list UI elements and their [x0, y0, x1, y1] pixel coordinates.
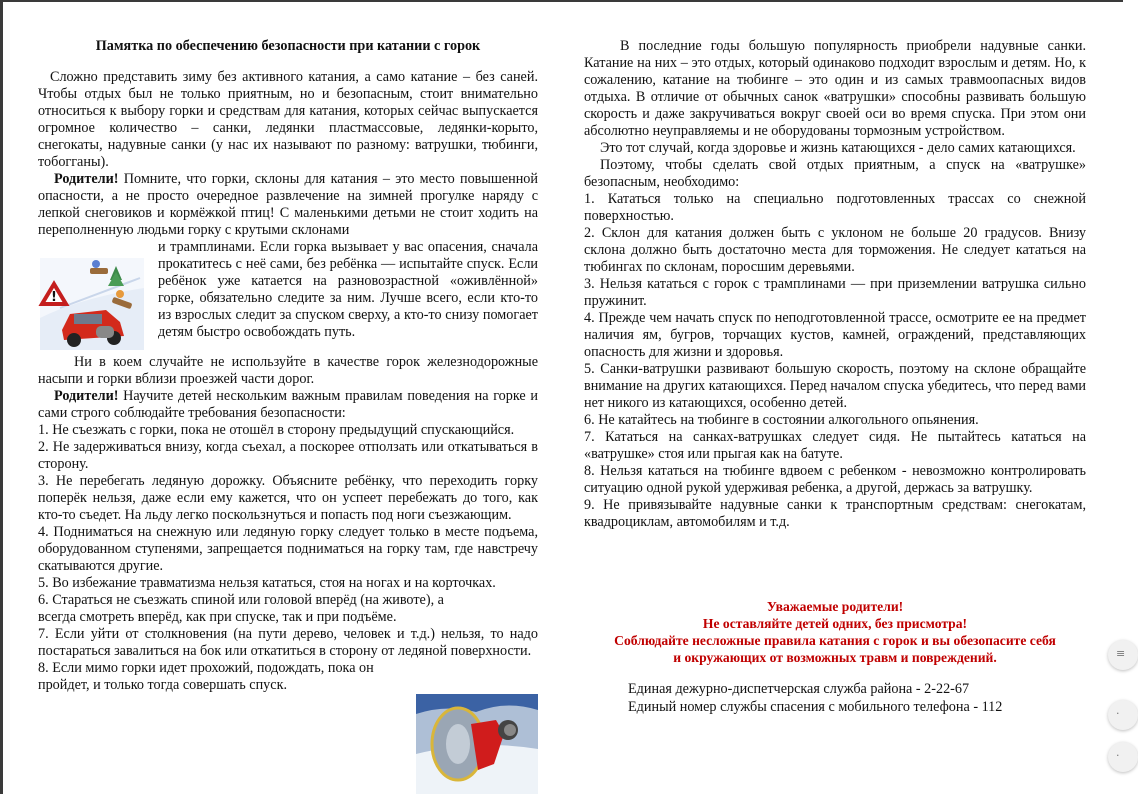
warning-paragraph: Ни в коем случайте не используйте в качестве горок железнодорожные насыпи и горки вблизи проезжей части дорог.	[38, 354, 538, 387]
tubing-rule-item: 7. Кататься на санках-ватрушках следует сидя. Не пытайтесь кататься на «ватрушке» стоя или прыгая как на батуте.	[584, 429, 1086, 462]
rule-item: 8. Если мимо горки идет прохожий, подождать, пока он пройдет, и только тогда совершать спуск.	[38, 660, 374, 693]
parents-paragraph-1b: и трамплинами. Если горка вызывает у вас опасения, сначала прокатитесь с неё сами, без ребёнка — испытайте спуск. Если ребёнок уже катается на разновозрастной «оживлённой» горке, обязательно следите за ним. Лучше всего, если кто-то из взрослых следит за спуском сверху, а кто-то снизу помогает детям быстро освобождать путь.	[158, 239, 538, 340]
tubing-rule-item: 1. Кататься только на специально подготовленных трассах со снежной поверхностью.	[584, 191, 1086, 224]
case-paragraph: Это тот случай, когда здоровье и жизнь катающихся - дело самих катающихся.	[600, 140, 1076, 156]
right-column	[584, 38, 1086, 531]
more-icon: ·	[1116, 749, 1120, 762]
parents-paragraph-1a	[38, 171, 538, 239]
page-border-left	[0, 0, 3, 794]
tubing-photo-svg	[416, 694, 538, 794]
rule-item: 3. Не перебегать ледяную дорожку. Объясните ребёнку, что переходить горку поперёк нельзя, даже если ему кажется, что он успеет перебежать до того, как кто-то съедет. На льду легко поскользнуться и попасть под ноги съезжающим.	[38, 473, 538, 523]
therefore-paragraph: Поэтому, чтобы сделать свой отдых приятным, а спуск на «ватрушке» безопасным, необходимо:	[584, 157, 1086, 190]
sled-icon	[90, 268, 108, 274]
car-warning-illustration	[40, 258, 144, 350]
parents-label-2: Родители!	[54, 388, 119, 404]
tubing-rule-item: 9. Не привязывайте надувные санки к транспортным средствам: снегокатам, квадроциклам, автомобилям и т.д.	[584, 497, 1086, 530]
parents-paragraph-2	[38, 388, 538, 422]
tubing-rule-item: 8. Нельзя кататься на тюбинге вдвоем с ребенком - невозможно контролировать ситуацию одной рукой удерживая ребенка, а другой, держась за ватрушку.	[584, 463, 1086, 496]
rule-item: 5. Во избежание травматизма нельзя кататься, стоя на ногах и на корточках.	[38, 575, 496, 591]
rule-item: 6. Стараться не съезжать спиной или головой вперёд (на животе), а всегда смотреть вперёд, как при спуске, так и при подъёме.	[38, 592, 444, 625]
more-icon: ·	[1116, 707, 1120, 720]
parents-label: Родители!	[54, 171, 119, 187]
tubing-rule-item: 3. Нельзя кататься с горок с трамплинами — при приземлении ватрушка сильно пружинит.	[584, 276, 1086, 309]
rule-item: 2. Не задерживаться внизу, когда съехал, а поскорее отползать или откатываться в сторону.	[38, 439, 538, 472]
rule-item: 4. Подниматься на снежную или ледяную горку следует только в месте подъема, оборудованном ступенями, запрещается подниматься на горку там, где навстречу скатываются другие.	[38, 524, 538, 574]
tubing-rule-item: 5. Санки-ватрушки развивают большую скорость, поэтому на склоне обращайте внимание на других катающихся. Перед началом спуска убедитесь, что перед вами нет никого из катающихся, особенно детей.	[584, 361, 1087, 411]
left-column	[38, 38, 538, 694]
car-illustration-svg	[40, 258, 144, 350]
floating-action-button[interactable]	[1108, 700, 1138, 730]
snow-tubing-photo	[416, 694, 538, 794]
contact-line-rescue: Единый номер службы спасения с мобильного телефона - 112	[628, 699, 1003, 715]
tubing-rule-item: 6. Не катайтесь на тюбинге в состоянии алкогольного опьянения.	[584, 412, 979, 428]
rule-item: 7. Если уйти от столкновения (на пути дерево, человек и т.д.) нельзя, то надо постараться завалиться на бок или откатиться в сторону от ледяной поверхности.	[38, 626, 538, 659]
parents-text-a: Помните, что горки, склоны для катания – это место повышенной опасности, а не просто очередное развлечение на зимней прогулке наряду с лепкой снеговиков и кормёжкой птиц! С маленькими детьми не стоит ходить на переполненную людьми горку с крутыми склонами	[38, 171, 538, 238]
document-title: Памятка по обеспечению безопасности при катании с горок	[95, 38, 481, 54]
tubing-rule-item: 2. Склон для катания должен быть с уклоном не больше 20 градусов. Внизу склона должно быть достаточно места для торможения. Не следует кататься на тюбингах по склонам, поросшим деревьями.	[584, 225, 1086, 275]
tubing-rule-item: 4. Прежде чем начать спуск по неподготовленной трассе, осмотрите ее на предмет наличия ям, бугров, торчащих кустов, камней, ограждений, представляющих опасность для жизни и здоровья.	[584, 310, 1086, 360]
notice-line: и окружающих от возможных травм и повреждений.	[673, 650, 997, 665]
contact-line-dispatch: Единая дежурно-диспетчерская служба района - 2-22-67	[628, 681, 970, 697]
emergency-contacts	[628, 680, 1002, 716]
floating-menu-button[interactable]	[1108, 640, 1138, 670]
intro-paragraph: Сложно представить зиму без активного катания, а само катание – без саней. Чтобы отдых был не только приятным, но и безопасным, стоит внимательно относиться к выбору горки и средствам для катания, которых сейчас выпускается огромное количество – санки, ледянки пластмассовые, ледянки-корыто, снегокаты, надувные санки (у нас их называют по разному: ватрушки, тюбинги, тобогганы).	[38, 69, 538, 170]
parents-notice	[584, 598, 1086, 666]
svg-text:!: !	[51, 290, 57, 305]
parents-text-2: Научите детей нескольким важным правилам поведения на горке и сами строго соблюдайте требования безопасности:	[38, 388, 538, 421]
notice-line: Не оставляйте детей одних, без присмотра!	[702, 616, 968, 631]
floating-action-button[interactable]	[1108, 742, 1138, 772]
notice-line: Уважаемые родители!	[766, 599, 904, 614]
tubing-intro-paragraph: В последние годы большую популярность приобрели надувные санки. Катание на них – это отдых, который одинаково подходит взрослым и детям. Но, к сожалению, катание на тюбинге – это один и из самых травмоопасных видов отдыха. В отличие от обычных санок «ватрушки» способны развивать большую скорость и даже закручиваться вокруг своей оси во время спуска. При этом они абсолютно неуправляемы и не оборудованы тормозным устройством.	[584, 38, 1086, 139]
notice-line: Соблюдайте несложные правила катания с горок и вы обезопасите себя	[614, 633, 1056, 648]
menu-icon: ≡	[1116, 647, 1126, 660]
rule-item: 1. Не съезжать с горки, пока не отошёл в сторону предыдущий спускающийся.	[38, 422, 515, 438]
page-border-top	[0, 0, 1123, 2]
